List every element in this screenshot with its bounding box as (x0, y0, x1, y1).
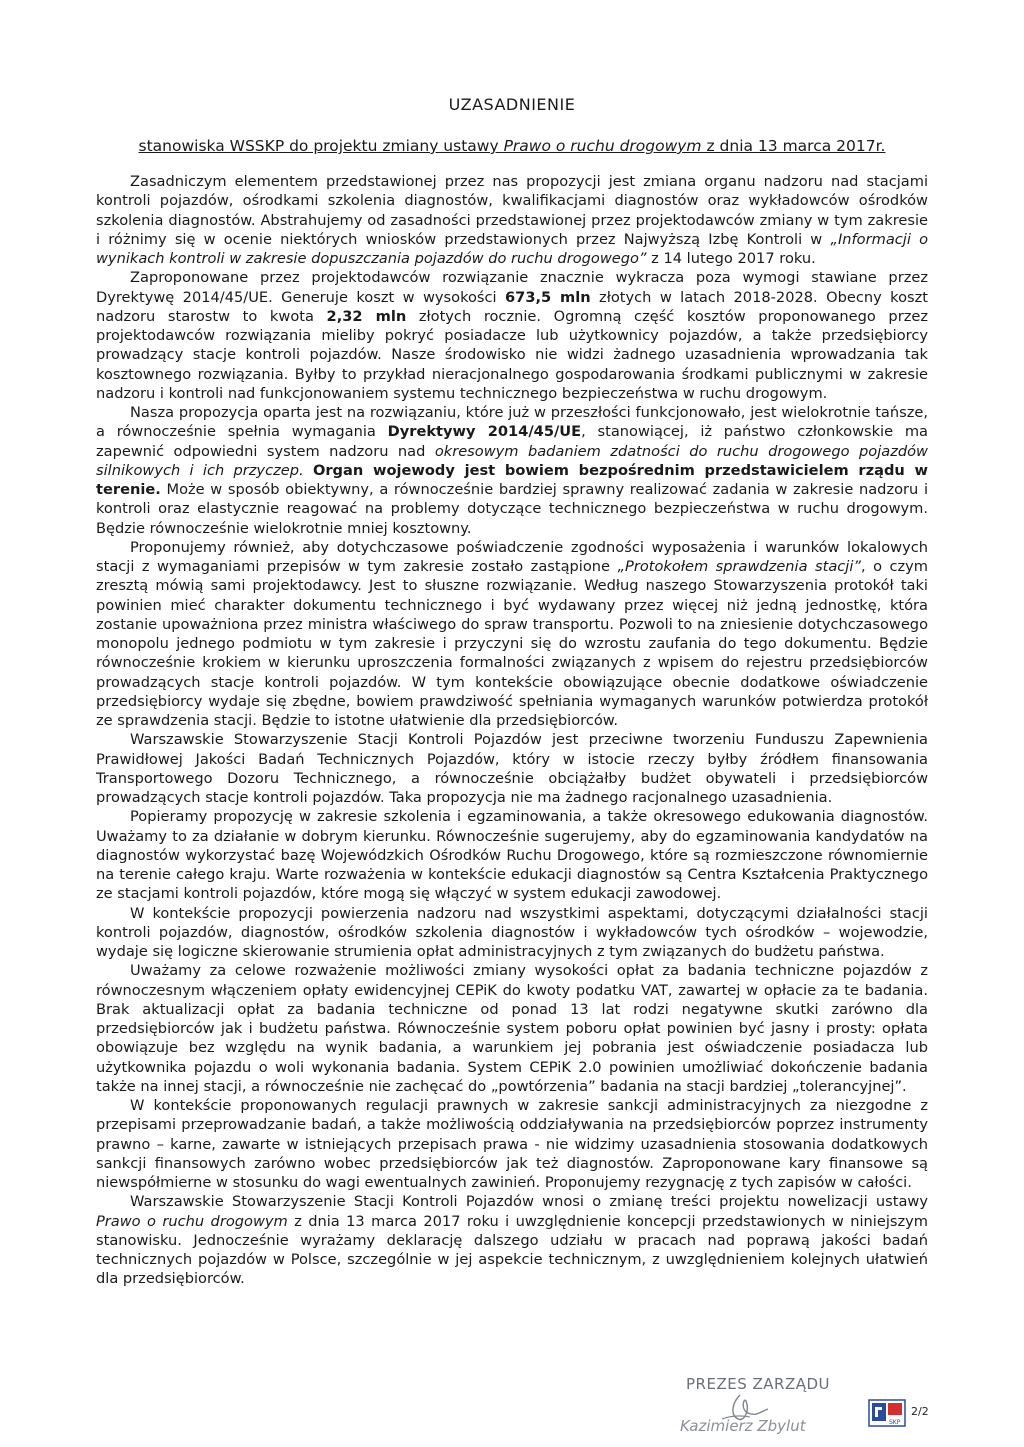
logo-text: SKP (889, 1419, 901, 1426)
paragraph-6: Popieramy propozycję w zakresie szkolenia i egzaminowania, a także okresowego edukowania diagnostów. Uważamy to za działanie w dobrym kierunku. Równocześnie sugerujemy, aby do egzaminowania kandydatów na diagnostów wykorzystać bazę Wojewódzkich Ośrodków Ruchu Drogowego, które są rozmieszczone równomiernie na terenie całego kraju. Warte rozważenia w kontekście edukacji diagnostów są Centra Kształcenia Praktycznego ze stacjami kontroli pojazdów, które mogą się włączyć w system edukacji zawodowej. (96, 808, 928, 903)
subheading-text-before: stanowiska WSSKP do projektu zmiany ustawy (138, 137, 504, 155)
skp-logo-icon (868, 1399, 906, 1427)
paragraph-3-text-b: , stanowiącej, iż państwo członkowskie ma zapewnić odpowiedni system nadzoru nad (96, 423, 928, 460)
paragraph-3-directive: Dyrektywy 2014/45/UE (387, 423, 582, 441)
paragraph-1-text: Zasadniczym elementem przedstawionej przez nas propozycji jest zmiana organu nadzoru nad stacjami kontroli pojazdów, ośrodkami szkolenia diagnostów, kwalifikacjami diagnostów oraz wykładowców ośrodków szkolenia diagnostów. Abstrahujemy od zasadności przedstawionej przez projektodawców zmiany w tym zakresie i różnimy się w ocenie niektórych wniosków przedstawionych przez Najwyższą Izbę Kontroli w (96, 173, 928, 248)
paragraph-2-text-b: złotych w latach 2018-2028. Obecny koszt nadzoru starostw to kwota (96, 288, 928, 325)
paragraph-7: W kontekście propozycji powierzenia nadzoru nad wszystkimi aspektami, dotyczącymi działalności stacji kontroli pojazdów, diagnostów, ośrodków szkolenia diagnostów i wykładowców tych ośrodków – wojewodzie, wydaje się logiczne skierowanie strumienia opłat administracyjnych z tym związanych do budżetu państwa. (96, 904, 928, 960)
paragraph-3-emphasis: Organ wojewody jest bowiem bezpośrednim przedstawicielem rządu w terenie. (96, 461, 929, 498)
document-heading: UZASADNIENIE (448, 95, 576, 114)
subheading-law-title: Prawo o ruchu drogowym (503, 137, 702, 155)
paragraph-2-cost-total: 673,5 mln (505, 288, 591, 306)
paragraph-4-text-b: , o czym zresztą mówią sami projektodawcy. Jest to słuszne rozwiązanie. Według naszego Stowarzyszenia protokół taki powinien mieć charakter dokumentu technicznego i być wydawany przez więcej niż jedną jednostkę, która zostanie upoważniona przez ministra właściwego do spraw transportu. Pozwoli to na zniesienie dotychczasowego monopolu jednego podmiotu w tym zakresie i przyczyni się do wzrostu zaufania do tego dokumentu. Będzie równocześnie krokiem w kierunku uproszczenia formalności związanych z wpisem do rejestru przedsiębiorców prowadzących stacje kontroli pojazdów. W tym kontekście obowiązujące obecnie dodatkowe oświadczenie przedsiębiorcy wydaje się zbędne, bowiem prawdziwość spełniania wymaganych warunków potwierdza protokół ze sprawdzenia stacji. Będzie to istotne ułatwienie dla przedsiębiorców. (96, 558, 928, 729)
paragraph-10-law-title: Prawo o ruchu drogowym (96, 1212, 288, 1230)
paragraph-9: W kontekście proponowanych regulacji prawnych w zakresie sankcji administracyjnych za niezgodne z przepisami przeprowadzanie badań, a także możliwością oddziaływania na przedsiębiorców poprzez instrumenty prawno – karne, zawarte w istniejących przepisach prawa - nie widzimy uzasadnienia stosowania dodatkowych sankcji finansowych zarówno wobec przedsiębiorców jak też diagnostów. Zaproponowane kary finansowe są niewspółmierne w stosunku do wagi ewentualnych zawinień. Proponujemy rezygnację z tych zapisów w całości. (96, 1097, 928, 1191)
paragraph-3-directive-quote: okresowym badaniem zdatności do ruchu drogowego pojazdów silnikowych i ich przyczep. (96, 442, 928, 479)
paragraph-3-text-d: Może w sposób obiektywny, a równocześnie bardziej sprawny realizować zadania w zakresie nadzoru i kontroli oraz elastycznie reagować na problemy dotyczące technicznego bezpieczeństwa w ruchu drogowym. Będzie równocześnie wielokrotnie mniej kosztowny. (96, 481, 928, 537)
stamp-name: Kazimierz Zbylut (680, 1417, 806, 1435)
paragraph-4-protocol-title: „Protokołem sprawdzenia stacji” (617, 558, 861, 575)
paragraph-2 (96, 268, 928, 403)
paragraph-1-nik-report-title: „Informacji o wynikach kontroli w zakresie dopuszczania pojazdów do ruchu drogowego” (96, 230, 928, 267)
paragraph-10-text-a: Warszawskie Stowarzyszenie Stacji Kontroli Pojazdów wnosi o zmianę treści projektu nowelizacji ustawy (130, 1193, 928, 1211)
document-body (96, 172, 928, 1289)
signature-stamp (680, 1375, 850, 1445)
stamp-title: PREZES ZARZĄDU (686, 1375, 831, 1393)
paragraph-10 (96, 1192, 928, 1288)
paragraph-2-text-a: Zaproponowane przez projektodawców rozwiązanie znacznie wykracza poza wymogi stawiane przez Dyrektywę 2014/45/UE. Generuje koszt w wysokości (96, 269, 928, 306)
paragraph-2-cost-yearly: 2,32 mln (326, 307, 407, 325)
subheading-text-after: z dnia 13 marca 2017r. (701, 137, 886, 155)
page-number: 2/2 (911, 1405, 929, 1418)
paragraph-1-date: z 14 lutego 2017 roku. (646, 250, 816, 267)
paragraph-3 (96, 403, 928, 538)
paragraph-4 (96, 538, 928, 731)
paragraph-4-text-a: Proponujemy również, aby dotychczasowe poświadczenie zgodności wyposażenia i warunków lokalowych stacji z wymaganiami przepisów w tym zakresie zostało zastąpione (96, 538, 928, 575)
document-subheading (0, 137, 1024, 155)
paragraph-5: Warszawskie Stowarzyszenie Stacji Kontroli Pojazdów jest przeciwne tworzeniu Funduszu Zapewnienia Prawidłowej Jakości Badań Technicznych Pojazdów, który w istocie rzeczy byłby źródłem finansowania Transportowego Dozoru Technicznego, a równocześnie obciążałby budżet obywateli i przedsiębiorców prowadzących stacje kontroli pojazdów. Taka propozycja nie ma żadnego racjonalnego uzasadnienia. (96, 731, 928, 806)
paragraph-2-text-c: złotych rocznie. Ogromną część kosztów proponowanego przez projektodawców rozwiązania mieliby pokryć posiadacze lub użytkownicy pojazdów, a także przedsiębiorcy prowadzący stacje kontroli pojazdów. Nasze środowisko nie widzi żadnego uzasadnienia wprowadzania tak kosztownego rozwiązania. Byłby to przykład nieracjonalnego gospodarowania środkami publicznymi w zakresie nadzoru i kontroli nad funkcjonowaniem systemu technicznego bezpieczeństwa w ruchu drogowym. (96, 307, 928, 402)
paragraph-10-text-b: z dnia 13 marca 2017 roku i uwzględnienie koncepcji przedstawionych w niniejszym stanowisku. Jednocześnie wyrażamy deklarację dalszego udziału w pracach nad poprawą jakości badań technicznych pojazdów w Polsce, szczególnie w jej aspekcie technicznym, z uwzględnieniem kolejnych ułatwień dla przedsiębiorców. (96, 1212, 928, 1288)
paragraph-3-space (304, 462, 313, 479)
paragraph-8: Uważamy za celowe rozważenie możliwości zmiany wysokości opłat za badania techniczne pojazdów z równoczesnym włączeniem opłaty ewidencyjnej CEPiK do kwoty podatku VAT, zawartej w opłacie za te badania. Brak aktualizacji opłat za badania techniczne od ponad 13 lat rodzi negatywne skutki zarówno dla przedsiębiorców jak i budżetu państwa. Równocześnie system poboru opłat powinien być jasny i prosty: opłata obowiązuje bez względu na wynik badania, a warunkiem jej pobrania jest oświadczenie posiadacza lub użytkownika pojazdu o woli wykonania badania. System CEPiK 2.0 powinien umożliwiać dokończenie badania także na innej stacji, a równocześnie nie zachęcać do „powtórzenia” badania na stacji bardziej „tolerancyjnej”. (96, 962, 928, 1095)
paragraph-1 (96, 172, 928, 268)
paragraph-3-text-a: Nasza propozycja oparta jest na rozwiązaniu, które już w przeszłości funkcjonowało, jest wielokrotnie tańsze, a równocześnie spełnia wymagania (96, 404, 928, 441)
